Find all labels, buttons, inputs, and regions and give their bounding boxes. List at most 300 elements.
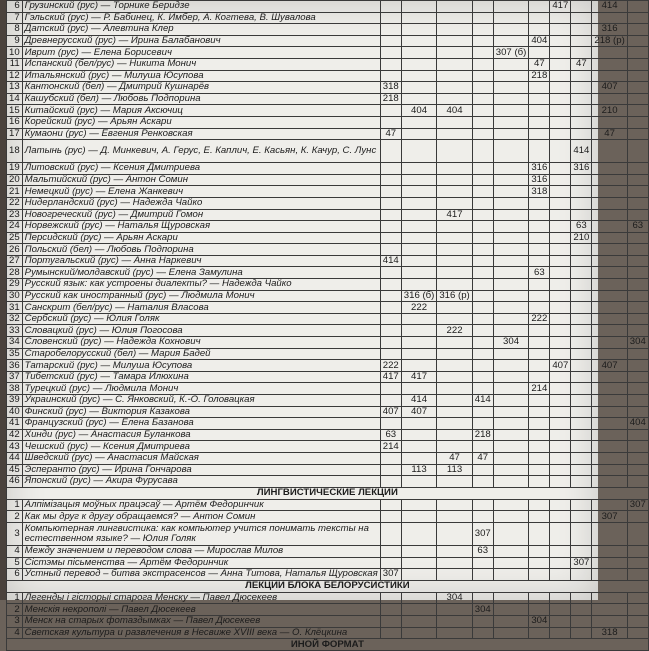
row-title: Светская культура и развлечения в Несвиже XVIII века — О. Клёцкина bbox=[22, 627, 380, 639]
room-cell bbox=[550, 452, 571, 464]
room-cell bbox=[550, 348, 571, 360]
room-cell bbox=[627, 197, 648, 209]
row-title: Словенский (рус) — Надежда Кохнович bbox=[22, 337, 380, 349]
room-cell bbox=[627, 371, 648, 383]
room-cell bbox=[493, 418, 529, 430]
room-cell: 407 bbox=[550, 360, 571, 372]
room-cell bbox=[592, 290, 627, 302]
room-cell bbox=[401, 383, 437, 395]
room-cell: 218 bbox=[529, 70, 550, 82]
room-cell bbox=[627, 569, 648, 581]
room-cell bbox=[571, 244, 592, 256]
room-cell bbox=[571, 290, 592, 302]
row-title: Украинский (рус) — С. Янковский, К.-О. Головацкая bbox=[22, 395, 380, 407]
row-title: Датский (рус) — Алевтина Клер bbox=[22, 24, 380, 36]
room-cell bbox=[571, 174, 592, 186]
room-cell bbox=[437, 116, 472, 128]
room-cell bbox=[493, 255, 529, 267]
room-cell bbox=[437, 557, 472, 569]
table-row bbox=[7, 1, 649, 13]
room-cell bbox=[592, 302, 627, 314]
row-title: Кумаони (рус) — Евгения Ренковская bbox=[22, 128, 380, 140]
room-cell bbox=[592, 244, 627, 256]
room-cell bbox=[380, 70, 401, 82]
room-cell bbox=[493, 290, 529, 302]
table-row bbox=[7, 429, 649, 441]
room-cell bbox=[472, 302, 493, 314]
room-cell: 316 bbox=[571, 163, 592, 175]
row-title: Иврит (рус) — Елена Борисевич bbox=[22, 47, 380, 59]
room-cell bbox=[550, 244, 571, 256]
row-title: Легенды і гісторыі старога Менску — Павел Дюсекеев bbox=[22, 592, 380, 604]
table-row bbox=[7, 476, 649, 488]
room-cell bbox=[529, 197, 550, 209]
room-cell bbox=[592, 429, 627, 441]
room-cell bbox=[529, 12, 550, 24]
room-cell: 304 bbox=[472, 604, 493, 616]
room-cell bbox=[401, 313, 437, 325]
room-cell bbox=[550, 499, 571, 511]
row-title: Испанский (бел/рус) — Никита Монич bbox=[22, 58, 380, 70]
row-number: 17 bbox=[7, 128, 23, 140]
row-title: Хинди (рус) — Анастасия Буланкова bbox=[22, 429, 380, 441]
room-cell bbox=[401, 418, 437, 430]
room-cell bbox=[493, 360, 529, 372]
room-cell: 113 bbox=[401, 464, 437, 476]
row-title: Устный перевод – битва экстрасенсов — Анна Титова, Наталья Щуровская bbox=[22, 569, 380, 581]
room-cell bbox=[472, 557, 493, 569]
room-cell: 414 bbox=[380, 255, 401, 267]
room-cell bbox=[401, 12, 437, 24]
room-cell bbox=[380, 279, 401, 291]
table-row bbox=[7, 348, 649, 360]
room-cell bbox=[493, 569, 529, 581]
table-row bbox=[7, 35, 649, 47]
room-cell: 218 (р) bbox=[592, 35, 627, 47]
room-cell: 316 (р) bbox=[437, 290, 472, 302]
table-row bbox=[7, 186, 649, 198]
room-cell bbox=[550, 163, 571, 175]
room-cell: 404 bbox=[437, 105, 472, 117]
room-cell: 214 bbox=[380, 441, 401, 453]
room-cell bbox=[437, 627, 472, 639]
room-cell bbox=[627, 244, 648, 256]
room-cell bbox=[571, 545, 592, 557]
room-cell bbox=[380, 337, 401, 349]
room-cell bbox=[550, 279, 571, 291]
room-cell bbox=[380, 627, 401, 639]
row-number: 33 bbox=[7, 325, 23, 337]
room-cell bbox=[437, 383, 472, 395]
room-cell bbox=[401, 47, 437, 59]
room-cell bbox=[529, 47, 550, 59]
room-cell bbox=[550, 221, 571, 233]
room-cell bbox=[380, 452, 401, 464]
room-cell bbox=[401, 348, 437, 360]
room-cell bbox=[627, 267, 648, 279]
room-cell bbox=[472, 418, 493, 430]
table-row bbox=[7, 58, 649, 70]
room-cell bbox=[571, 395, 592, 407]
room-cell bbox=[437, 337, 472, 349]
room-cell bbox=[550, 325, 571, 337]
table-row bbox=[7, 418, 649, 430]
room-cell bbox=[401, 174, 437, 186]
room-cell bbox=[571, 128, 592, 140]
room-cell bbox=[472, 371, 493, 383]
room-cell bbox=[401, 209, 437, 221]
room-cell bbox=[437, 499, 472, 511]
room-cell bbox=[472, 569, 493, 581]
room-cell bbox=[627, 615, 648, 627]
room-cell bbox=[571, 476, 592, 488]
table-row bbox=[7, 197, 649, 209]
room-cell: 214 bbox=[529, 383, 550, 395]
row-title: Сістэмы пісьменства — Артём Федоринчик bbox=[22, 557, 380, 569]
row-title: Тибетский (рус) — Тамара Илюхина bbox=[22, 371, 380, 383]
row-number: 42 bbox=[7, 429, 23, 441]
row-title: Новогреческий (рус) — Дмитрий Гомон bbox=[22, 209, 380, 221]
room-cell bbox=[529, 128, 550, 140]
row-title: Кашубский (бел) — Любовь Подпорина bbox=[22, 93, 380, 105]
room-cell bbox=[437, 163, 472, 175]
room-cell: 304 bbox=[493, 337, 529, 349]
row-number: 3 bbox=[7, 615, 23, 627]
room-cell bbox=[401, 569, 437, 581]
room-cell bbox=[493, 35, 529, 47]
room-cell bbox=[401, 279, 437, 291]
room-cell bbox=[592, 186, 627, 198]
room-cell bbox=[401, 557, 437, 569]
room-cell bbox=[401, 267, 437, 279]
room-cell bbox=[571, 522, 592, 545]
room-cell bbox=[472, 1, 493, 13]
room-cell bbox=[493, 464, 529, 476]
room-cell bbox=[571, 105, 592, 117]
room-cell bbox=[592, 232, 627, 244]
row-number: 37 bbox=[7, 371, 23, 383]
row-number: 44 bbox=[7, 452, 23, 464]
table-row bbox=[7, 522, 649, 545]
room-cell bbox=[493, 383, 529, 395]
room-cell: 404 bbox=[529, 35, 550, 47]
room-cell bbox=[401, 24, 437, 36]
row-title: Нидерландский (рус) — Надежда Чайко bbox=[22, 197, 380, 209]
room-cell bbox=[571, 429, 592, 441]
room-cell bbox=[627, 82, 648, 94]
room-cell bbox=[401, 93, 437, 105]
room-cell bbox=[401, 116, 437, 128]
row-title: Гэльский (рус) — Р. Бабинец, К. Имбер, А. Когтева, В. Шувалова bbox=[22, 12, 380, 24]
room-cell bbox=[571, 279, 592, 291]
room-cell bbox=[401, 70, 437, 82]
room-cell bbox=[529, 244, 550, 256]
room-cell bbox=[472, 82, 493, 94]
room-cell bbox=[550, 371, 571, 383]
room-cell bbox=[401, 615, 437, 627]
room-cell bbox=[550, 406, 571, 418]
room-cell bbox=[380, 325, 401, 337]
row-title: Мальтийский (рус) — Антон Сомин bbox=[22, 174, 380, 186]
room-cell bbox=[493, 429, 529, 441]
room-cell bbox=[472, 267, 493, 279]
room-cell bbox=[550, 82, 571, 94]
room-cell bbox=[437, 244, 472, 256]
room-cell bbox=[401, 604, 437, 616]
room-cell bbox=[529, 395, 550, 407]
room-cell bbox=[627, 209, 648, 221]
room-cell bbox=[571, 82, 592, 94]
room-cell bbox=[550, 429, 571, 441]
table-row bbox=[7, 82, 649, 94]
table-row bbox=[7, 371, 649, 383]
room-cell bbox=[401, 186, 437, 198]
row-title: Между значением и переводом слова — Мирослав Милов bbox=[22, 545, 380, 557]
row-title: Латынь (рус) — Д. Минкевич, А. Герус, Е. Каплич, Е. Касьян, К. Качур, С. Лунс bbox=[22, 140, 380, 163]
room-cell bbox=[380, 499, 401, 511]
row-title: Алпімізацыя моўных працэсаў — Артём Федоринчик bbox=[22, 499, 380, 511]
table-row bbox=[7, 221, 649, 233]
room-cell bbox=[529, 441, 550, 453]
table-row bbox=[7, 604, 649, 616]
room-cell bbox=[493, 128, 529, 140]
table-row bbox=[7, 441, 649, 453]
room-cell bbox=[529, 592, 550, 604]
table-row bbox=[7, 105, 649, 117]
row-title: Старобелорусский (бел) — Мария Бадей bbox=[22, 348, 380, 360]
table-row bbox=[7, 209, 649, 221]
room-cell bbox=[571, 348, 592, 360]
paper-sheet bbox=[6, 0, 646, 650]
row-number: 10 bbox=[7, 47, 23, 59]
row-number: 15 bbox=[7, 105, 23, 117]
room-cell bbox=[401, 82, 437, 94]
room-cell bbox=[571, 499, 592, 511]
room-cell bbox=[380, 221, 401, 233]
room-cell bbox=[437, 522, 472, 545]
room-cell bbox=[472, 244, 493, 256]
room-cell: 47 bbox=[437, 452, 472, 464]
table-row bbox=[7, 128, 649, 140]
table-row bbox=[7, 232, 649, 244]
room-cell bbox=[401, 337, 437, 349]
room-cell bbox=[380, 383, 401, 395]
room-cell: 113 bbox=[437, 464, 472, 476]
room-cell bbox=[472, 441, 493, 453]
room-cell bbox=[437, 429, 472, 441]
room-cell bbox=[437, 47, 472, 59]
room-cell bbox=[592, 267, 627, 279]
room-cell bbox=[493, 545, 529, 557]
room-cell bbox=[627, 406, 648, 418]
row-title: Менск на старых фотаздымках — Павел Дюсекеев bbox=[22, 615, 380, 627]
room-cell bbox=[380, 348, 401, 360]
room-cell bbox=[380, 302, 401, 314]
room-cell: 318 bbox=[380, 82, 401, 94]
room-cell bbox=[401, 58, 437, 70]
room-cell bbox=[472, 360, 493, 372]
room-cell bbox=[529, 232, 550, 244]
room-cell bbox=[550, 93, 571, 105]
room-cell bbox=[550, 116, 571, 128]
room-cell bbox=[592, 140, 627, 163]
table-row bbox=[7, 279, 649, 291]
row-number: 9 bbox=[7, 35, 23, 47]
room-cell bbox=[401, 163, 437, 175]
room-cell bbox=[437, 267, 472, 279]
table-row bbox=[7, 337, 649, 349]
room-cell bbox=[493, 93, 529, 105]
table-row bbox=[7, 116, 649, 128]
room-cell bbox=[437, 545, 472, 557]
room-cell bbox=[437, 128, 472, 140]
row-title: Португальский (рус) — Анна Наркевич bbox=[22, 255, 380, 267]
room-cell bbox=[437, 70, 472, 82]
table-row bbox=[7, 464, 649, 476]
room-cell bbox=[401, 128, 437, 140]
row-title: Эсперанто (рус) — Ирина Гончарова bbox=[22, 464, 380, 476]
room-cell: 414 bbox=[401, 395, 437, 407]
room-cell bbox=[472, 313, 493, 325]
room-cell bbox=[627, 232, 648, 244]
row-title: Финский (рус) — Виктория Казакова bbox=[22, 406, 380, 418]
room-cell bbox=[529, 429, 550, 441]
room-cell bbox=[571, 604, 592, 616]
room-cell bbox=[472, 140, 493, 163]
room-cell bbox=[529, 464, 550, 476]
room-cell bbox=[571, 452, 592, 464]
room-cell bbox=[401, 197, 437, 209]
section-header bbox=[7, 487, 649, 499]
row-number: 2 bbox=[7, 604, 23, 616]
room-cell bbox=[550, 232, 571, 244]
row-number: 3 bbox=[7, 522, 23, 545]
table-row bbox=[7, 557, 649, 569]
room-cell bbox=[627, 511, 648, 523]
room-cell bbox=[493, 174, 529, 186]
room-cell bbox=[472, 337, 493, 349]
room-cell bbox=[472, 209, 493, 221]
row-number: 36 bbox=[7, 360, 23, 372]
room-cell bbox=[437, 313, 472, 325]
room-cell bbox=[401, 221, 437, 233]
table-row bbox=[7, 569, 649, 581]
room-cell bbox=[472, 383, 493, 395]
room-cell bbox=[380, 116, 401, 128]
row-number: 6 bbox=[7, 1, 23, 13]
room-cell bbox=[529, 557, 550, 569]
row-number: 35 bbox=[7, 348, 23, 360]
room-cell bbox=[592, 569, 627, 581]
room-cell bbox=[592, 441, 627, 453]
table-row bbox=[7, 163, 649, 175]
room-cell bbox=[472, 24, 493, 36]
room-cell bbox=[493, 267, 529, 279]
room-cell bbox=[571, 24, 592, 36]
room-cell bbox=[401, 522, 437, 545]
room-cell bbox=[571, 371, 592, 383]
row-number: 1 bbox=[7, 592, 23, 604]
room-cell bbox=[529, 325, 550, 337]
room-cell bbox=[472, 511, 493, 523]
room-cell bbox=[493, 24, 529, 36]
row-title: Литовский (рус) — Ксения Дмитриева bbox=[22, 163, 380, 175]
room-cell bbox=[493, 348, 529, 360]
room-cell bbox=[472, 35, 493, 47]
room-cell bbox=[472, 221, 493, 233]
room-cell bbox=[550, 592, 571, 604]
room-cell bbox=[529, 290, 550, 302]
room-cell bbox=[472, 279, 493, 291]
room-cell bbox=[571, 569, 592, 581]
room-cell bbox=[592, 12, 627, 24]
room-cell bbox=[550, 569, 571, 581]
room-cell bbox=[493, 1, 529, 13]
room-cell bbox=[592, 406, 627, 418]
room-cell bbox=[529, 627, 550, 639]
room-cell bbox=[380, 522, 401, 545]
room-cell bbox=[571, 1, 592, 13]
room-cell bbox=[571, 511, 592, 523]
room-cell bbox=[571, 255, 592, 267]
room-cell: 222 bbox=[380, 360, 401, 372]
row-title: Румынский/молдавский (рус) — Елена Замулина bbox=[22, 267, 380, 279]
room-cell bbox=[380, 47, 401, 59]
room-cell bbox=[550, 627, 571, 639]
room-cell bbox=[437, 615, 472, 627]
room-cell bbox=[550, 302, 571, 314]
room-cell bbox=[437, 35, 472, 47]
room-cell bbox=[380, 615, 401, 627]
room-cell bbox=[472, 197, 493, 209]
room-cell: 318 bbox=[529, 186, 550, 198]
room-cell bbox=[380, 267, 401, 279]
row-number: 40 bbox=[7, 406, 23, 418]
room-cell bbox=[493, 557, 529, 569]
room-cell: 414 bbox=[472, 395, 493, 407]
row-number: 4 bbox=[7, 545, 23, 557]
room-cell bbox=[472, 290, 493, 302]
row-number: 16 bbox=[7, 116, 23, 128]
row-number: 28 bbox=[7, 267, 23, 279]
room-cell bbox=[380, 163, 401, 175]
room-cell bbox=[529, 418, 550, 430]
room-cell: 417 bbox=[437, 209, 472, 221]
room-cell: 63 bbox=[529, 267, 550, 279]
room-cell bbox=[571, 116, 592, 128]
room-cell bbox=[627, 116, 648, 128]
room-cell bbox=[472, 627, 493, 639]
table-row bbox=[7, 140, 649, 163]
room-cell bbox=[571, 441, 592, 453]
room-cell bbox=[493, 441, 529, 453]
room-cell bbox=[401, 545, 437, 557]
room-cell bbox=[550, 58, 571, 70]
room-cell bbox=[401, 325, 437, 337]
room-cell bbox=[627, 255, 648, 267]
room-cell bbox=[571, 313, 592, 325]
room-cell bbox=[550, 70, 571, 82]
room-cell: 307 bbox=[627, 499, 648, 511]
room-cell bbox=[380, 557, 401, 569]
room-cell bbox=[550, 105, 571, 117]
room-cell bbox=[592, 592, 627, 604]
table-row bbox=[7, 592, 649, 604]
room-cell bbox=[401, 255, 437, 267]
row-number: 26 bbox=[7, 244, 23, 256]
room-cell bbox=[550, 255, 571, 267]
room-cell bbox=[493, 522, 529, 545]
